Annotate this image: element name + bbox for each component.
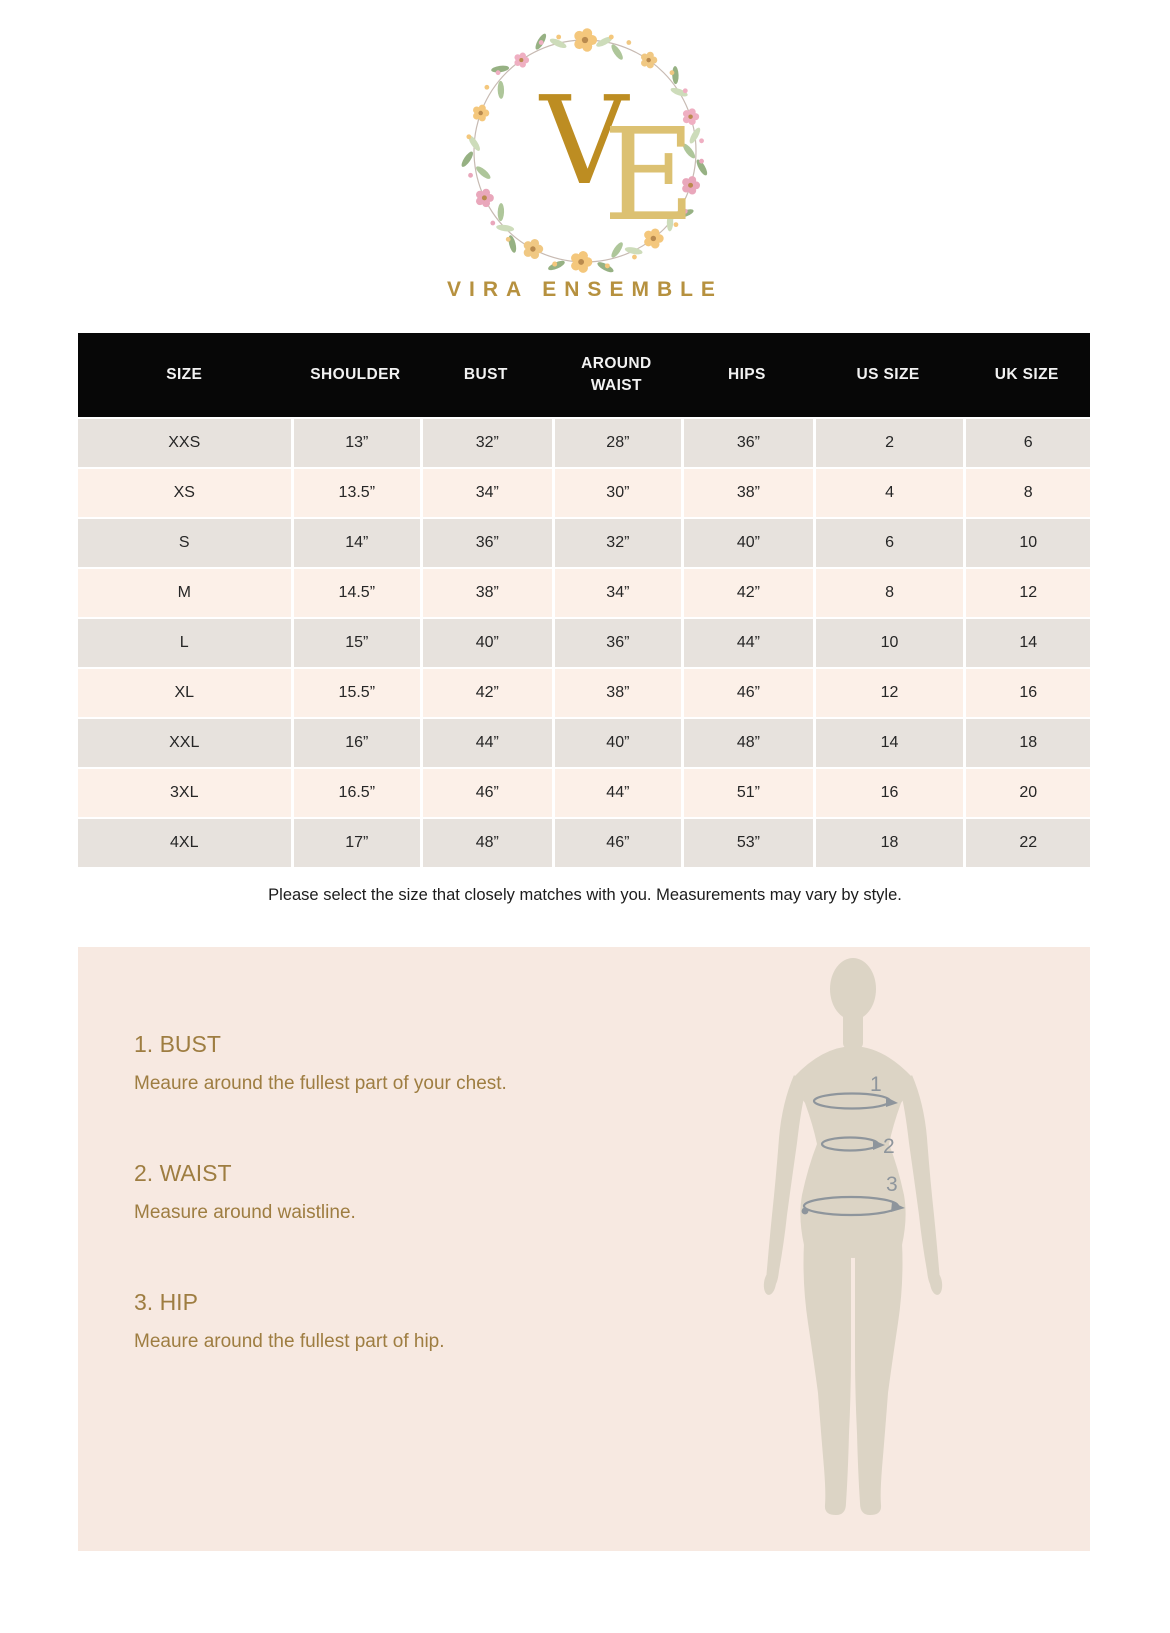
size-value-cell: 38”	[420, 567, 552, 617]
size-value-cell: 15”	[291, 617, 421, 667]
size-value-cell: 40”	[420, 617, 552, 667]
size-label-cell: XL	[78, 667, 291, 717]
size-value-cell: 8	[813, 567, 964, 617]
size-value-cell: 10	[963, 517, 1090, 567]
size-label-cell: 4XL	[78, 817, 291, 867]
brand-logo	[0, 18, 1170, 302]
guide-heading-waist: 2. WAIST	[134, 1160, 232, 1187]
guide-item-hip	[134, 1289, 507, 1354]
guide-heading-hip: 3. HIP	[134, 1289, 198, 1316]
size-row-3xl	[78, 767, 1090, 817]
size-value-cell: 40”	[552, 717, 682, 767]
size-row-xxs	[78, 417, 1090, 467]
size-value-cell: 2	[813, 417, 964, 467]
size-label-cell: 3XL	[78, 767, 291, 817]
size-value-cell: 44”	[420, 717, 552, 767]
size-chart-header	[78, 333, 1090, 417]
size-value-cell: 51”	[681, 767, 813, 817]
body-silhouette-figure	[718, 953, 988, 1523]
size-value-cell: 13”	[291, 417, 421, 467]
size-row-m	[78, 567, 1090, 617]
size-label-cell: XS	[78, 467, 291, 517]
size-label-cell: L	[78, 617, 291, 667]
size-value-cell: 14.5”	[291, 567, 421, 617]
column-header-uk-size: UK SIZE	[963, 333, 1090, 417]
size-value-cell: 44”	[681, 617, 813, 667]
size-value-cell: 6	[963, 417, 1090, 467]
figure-label-2: 2	[883, 1135, 895, 1158]
guide-text-hip: Meaure around the fullest part of hip.	[134, 1331, 445, 1353]
column-header-shoulder: SHOULDER	[291, 333, 421, 417]
size-value-cell: 40”	[681, 517, 813, 567]
column-header-size: SIZE	[78, 333, 291, 417]
column-header-hips: HIPS	[681, 333, 813, 417]
size-value-cell: 34”	[420, 467, 552, 517]
size-row-xs	[78, 467, 1090, 517]
size-label-cell: XXS	[78, 417, 291, 467]
column-header-us-size: US SIZE	[813, 333, 964, 417]
size-value-cell: 48”	[420, 817, 552, 867]
size-value-cell: 46”	[681, 667, 813, 717]
size-row-xl	[78, 667, 1090, 717]
monogram-letter-e: E	[603, 101, 696, 249]
size-note: Please select the size that closely matches with you. Measurements may vary by style.	[268, 886, 902, 904]
size-row-4xl	[78, 817, 1090, 867]
size-value-cell: 16.5”	[291, 767, 421, 817]
size-value-cell: 8	[963, 467, 1090, 517]
size-value-cell: 32”	[552, 517, 682, 567]
size-row-xxl	[78, 717, 1090, 767]
size-value-cell: 20	[963, 767, 1090, 817]
size-row-s	[78, 517, 1090, 567]
size-value-cell: 14	[963, 617, 1090, 667]
size-value-cell: 17”	[291, 817, 421, 867]
size-value-cell: 30”	[552, 467, 682, 517]
hip-line-end-dot	[802, 1208, 809, 1215]
brand-name: VIRA ENSEMBLE	[447, 278, 723, 301]
size-value-cell: 18	[813, 817, 964, 867]
size-value-cell: 36”	[552, 617, 682, 667]
measurement-instructions	[134, 1031, 507, 1355]
header-row	[78, 333, 1090, 417]
size-row-l	[78, 617, 1090, 667]
size-value-cell: 14	[813, 717, 964, 767]
size-label-cell: XXL	[78, 717, 291, 767]
measurement-guide-panel	[78, 947, 1090, 1551]
size-value-cell: 16	[813, 767, 964, 817]
figure-label-3: 3	[886, 1173, 898, 1196]
size-value-cell: 46”	[420, 767, 552, 817]
silhouette-right-leg	[855, 1243, 903, 1515]
figure-label-1: 1	[870, 1073, 882, 1096]
size-value-cell: 38”	[552, 667, 682, 717]
silhouette-left-leg	[804, 1243, 852, 1515]
size-value-cell: 42”	[420, 667, 552, 717]
size-value-cell: 4	[813, 467, 964, 517]
size-value-cell: 12	[963, 567, 1090, 617]
guide-item-bust	[134, 1031, 507, 1096]
silhouette-neck	[843, 1007, 863, 1049]
size-value-cell: 10	[813, 617, 964, 667]
size-value-cell: 48”	[681, 717, 813, 767]
size-value-cell: 38”	[681, 467, 813, 517]
column-header-around-waist: AROUND WAIST	[552, 333, 682, 417]
size-label-cell: S	[78, 517, 291, 567]
silhouette-left-arm	[767, 1075, 807, 1287]
size-chart-body	[78, 417, 1090, 867]
monogram-letter-v: V	[540, 70, 629, 212]
size-value-cell: 36”	[681, 417, 813, 467]
size-value-cell: 16	[963, 667, 1090, 717]
guide-text-bust: Meaure around the fullest part of your chest.	[134, 1072, 507, 1094]
size-value-cell: 34”	[552, 567, 682, 617]
size-value-cell: 15.5”	[291, 667, 421, 717]
size-value-cell: 44”	[552, 767, 682, 817]
guide-text-waist: Measure around waistline.	[134, 1201, 356, 1223]
size-value-cell: 6	[813, 517, 964, 567]
floral-wreath-monogram-icon	[425, 18, 745, 274]
size-value-cell: 22	[963, 817, 1090, 867]
size-value-cell: 18	[963, 717, 1090, 767]
size-value-cell: 16”	[291, 717, 421, 767]
size-chart-table	[78, 333, 1090, 867]
size-value-cell: 36”	[420, 517, 552, 567]
size-label-cell: M	[78, 567, 291, 617]
size-value-cell: 53”	[681, 817, 813, 867]
size-value-cell: 46”	[552, 817, 682, 867]
column-header-bust: BUST	[420, 333, 552, 417]
silhouette-right-arm	[900, 1075, 940, 1287]
size-value-cell: 13.5”	[291, 467, 421, 517]
size-value-cell: 42”	[681, 567, 813, 617]
size-value-cell: 28”	[552, 417, 682, 467]
guide-item-waist	[134, 1160, 507, 1225]
size-value-cell: 14”	[291, 517, 421, 567]
guide-heading-bust: 1. BUST	[134, 1031, 221, 1057]
size-value-cell: 12	[813, 667, 964, 717]
size-value-cell: 32”	[420, 417, 552, 467]
